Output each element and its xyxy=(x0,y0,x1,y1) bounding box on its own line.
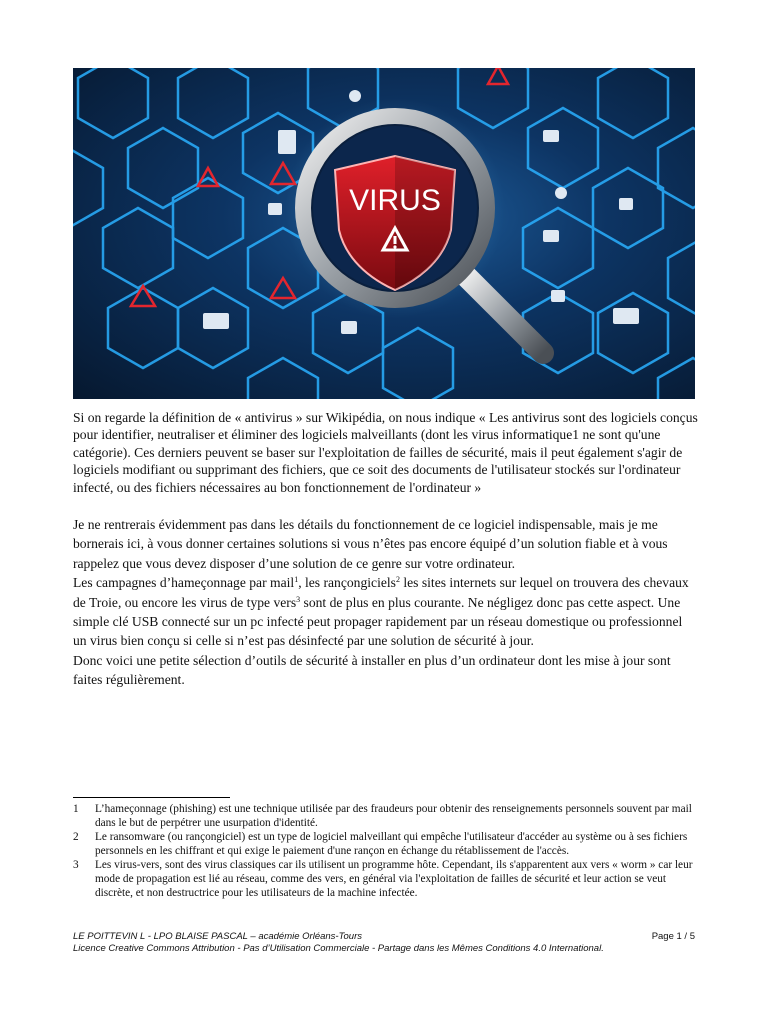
footer-license: Licence Creative Commons Attribution - Pas d’Utilisation Commerciale - Partage dans les Mêmes Conditions 4.0 International. xyxy=(73,943,604,954)
footnote-text: L’hameçonnage (phishing) est une technique utilisée par des fraudeurs pour obtenir des renseignements personnels souvent par mail dans le but de perpétrer une usurpation d'identité. xyxy=(95,803,692,829)
p3-part-c: les sites internets sur lequel on trouvera des chevaux de Troie, ou encore les virus de type vers xyxy=(73,575,689,610)
paragraph-2: Je ne rentrerais évidemment pas dans les détails du fonctionnement de ce logiciel indispensable, mais je me bornerais ici, à vous donner certaines solutions si vous n’êtes pas encore équipé d’un solution fiable et à vous rappelez que vous devez disposer d’une solution de ce genre sur votre ordinateur. xyxy=(73,517,668,571)
footnote-3 xyxy=(73,858,698,900)
footnote-ref-1[interactable]: 1 xyxy=(294,575,299,585)
footnotes xyxy=(73,802,698,900)
paragraph-3 xyxy=(73,573,698,651)
footnote-2 xyxy=(73,830,698,858)
p3-part-d: sont de plus en plus courante. Ne négligez donc pas cette aspect. Une simple clé USB connecté sur un pc infecté peut propager rapidement par un réseau domestique ou professionnel un virus bien conçu si celle si n’est pas désinfecté par une solution de sécurité à jour. xyxy=(73,594,683,649)
intro-paragraph xyxy=(73,409,698,496)
footnote-ref-2[interactable]: 2 xyxy=(395,575,400,585)
footnote-separator xyxy=(73,797,230,798)
page-footer xyxy=(73,931,695,955)
footnote-ref-3[interactable]: 3 xyxy=(296,594,301,604)
footnote-text: Le ransomware (ou rançongiciel) est un type de logiciel malveillant qui empêche l'utilisateur d'accéder au système ou à ses fichiers personnels en les chiffrant et qui exige le paiement d'une rançon en échange du rétablissement de l'accès. xyxy=(95,831,688,857)
hero-image xyxy=(73,68,695,399)
paragraph-4: Donc voici une petite sélection d’outils de sécurité à installer en plus d’un ordinateur dont les mise à jour sont faites régulièrement. xyxy=(73,652,671,688)
shield-label: VIRUS xyxy=(349,184,441,217)
page-number: Page 1 / 5 xyxy=(651,931,695,942)
footnote-number: 3 xyxy=(73,859,79,871)
p3-part-b: , les rançongiciels xyxy=(298,575,396,591)
footnote-text: Les virus-vers, sont des virus classiques car ils utilisent un programme hôte. Cependant, ils s'apparentent aux vers « worm » car leur mode de propagation est lié au réseau, comme des vers, en général via l'exploitation de failles de sécurité et leur action se veut discrète, et non destructrice pour les utilisateurs de la machine infectée. xyxy=(95,859,693,899)
wikipedia-quote: Si on regarde la définition de « antivirus » sur Wikipédia, on nous indique « Les antivirus sont des logiciels conçus pour identifier, neutraliser et éliminer des logiciels malveillants (dont les virus informatique1 ne sont qu'une catégorie). Ces derniers peuvent se baser sur l'exploitation de failles de sécurité, mais il peut également s'agir de logiciels modifiant ou supprimant des fichiers, que ce soit des documents de l'utilisateur stockés sur l'ordinateur infecté, ou des fichiers nécessaires au bon fonctionnement de l'ordinateur » xyxy=(73,410,698,495)
p3-part-a: Les campagnes d’hameçonnage par mail xyxy=(73,575,295,591)
footer-author: LE POITTEVIN L - LPO BLAISE PASCAL – académie Orléans-Tours xyxy=(73,931,362,942)
footnote-number: 2 xyxy=(73,831,79,843)
footnote-number: 1 xyxy=(73,803,79,815)
footnote-1 xyxy=(73,802,698,830)
main-text xyxy=(73,515,698,690)
virus-magnifier-illustration xyxy=(73,68,695,399)
